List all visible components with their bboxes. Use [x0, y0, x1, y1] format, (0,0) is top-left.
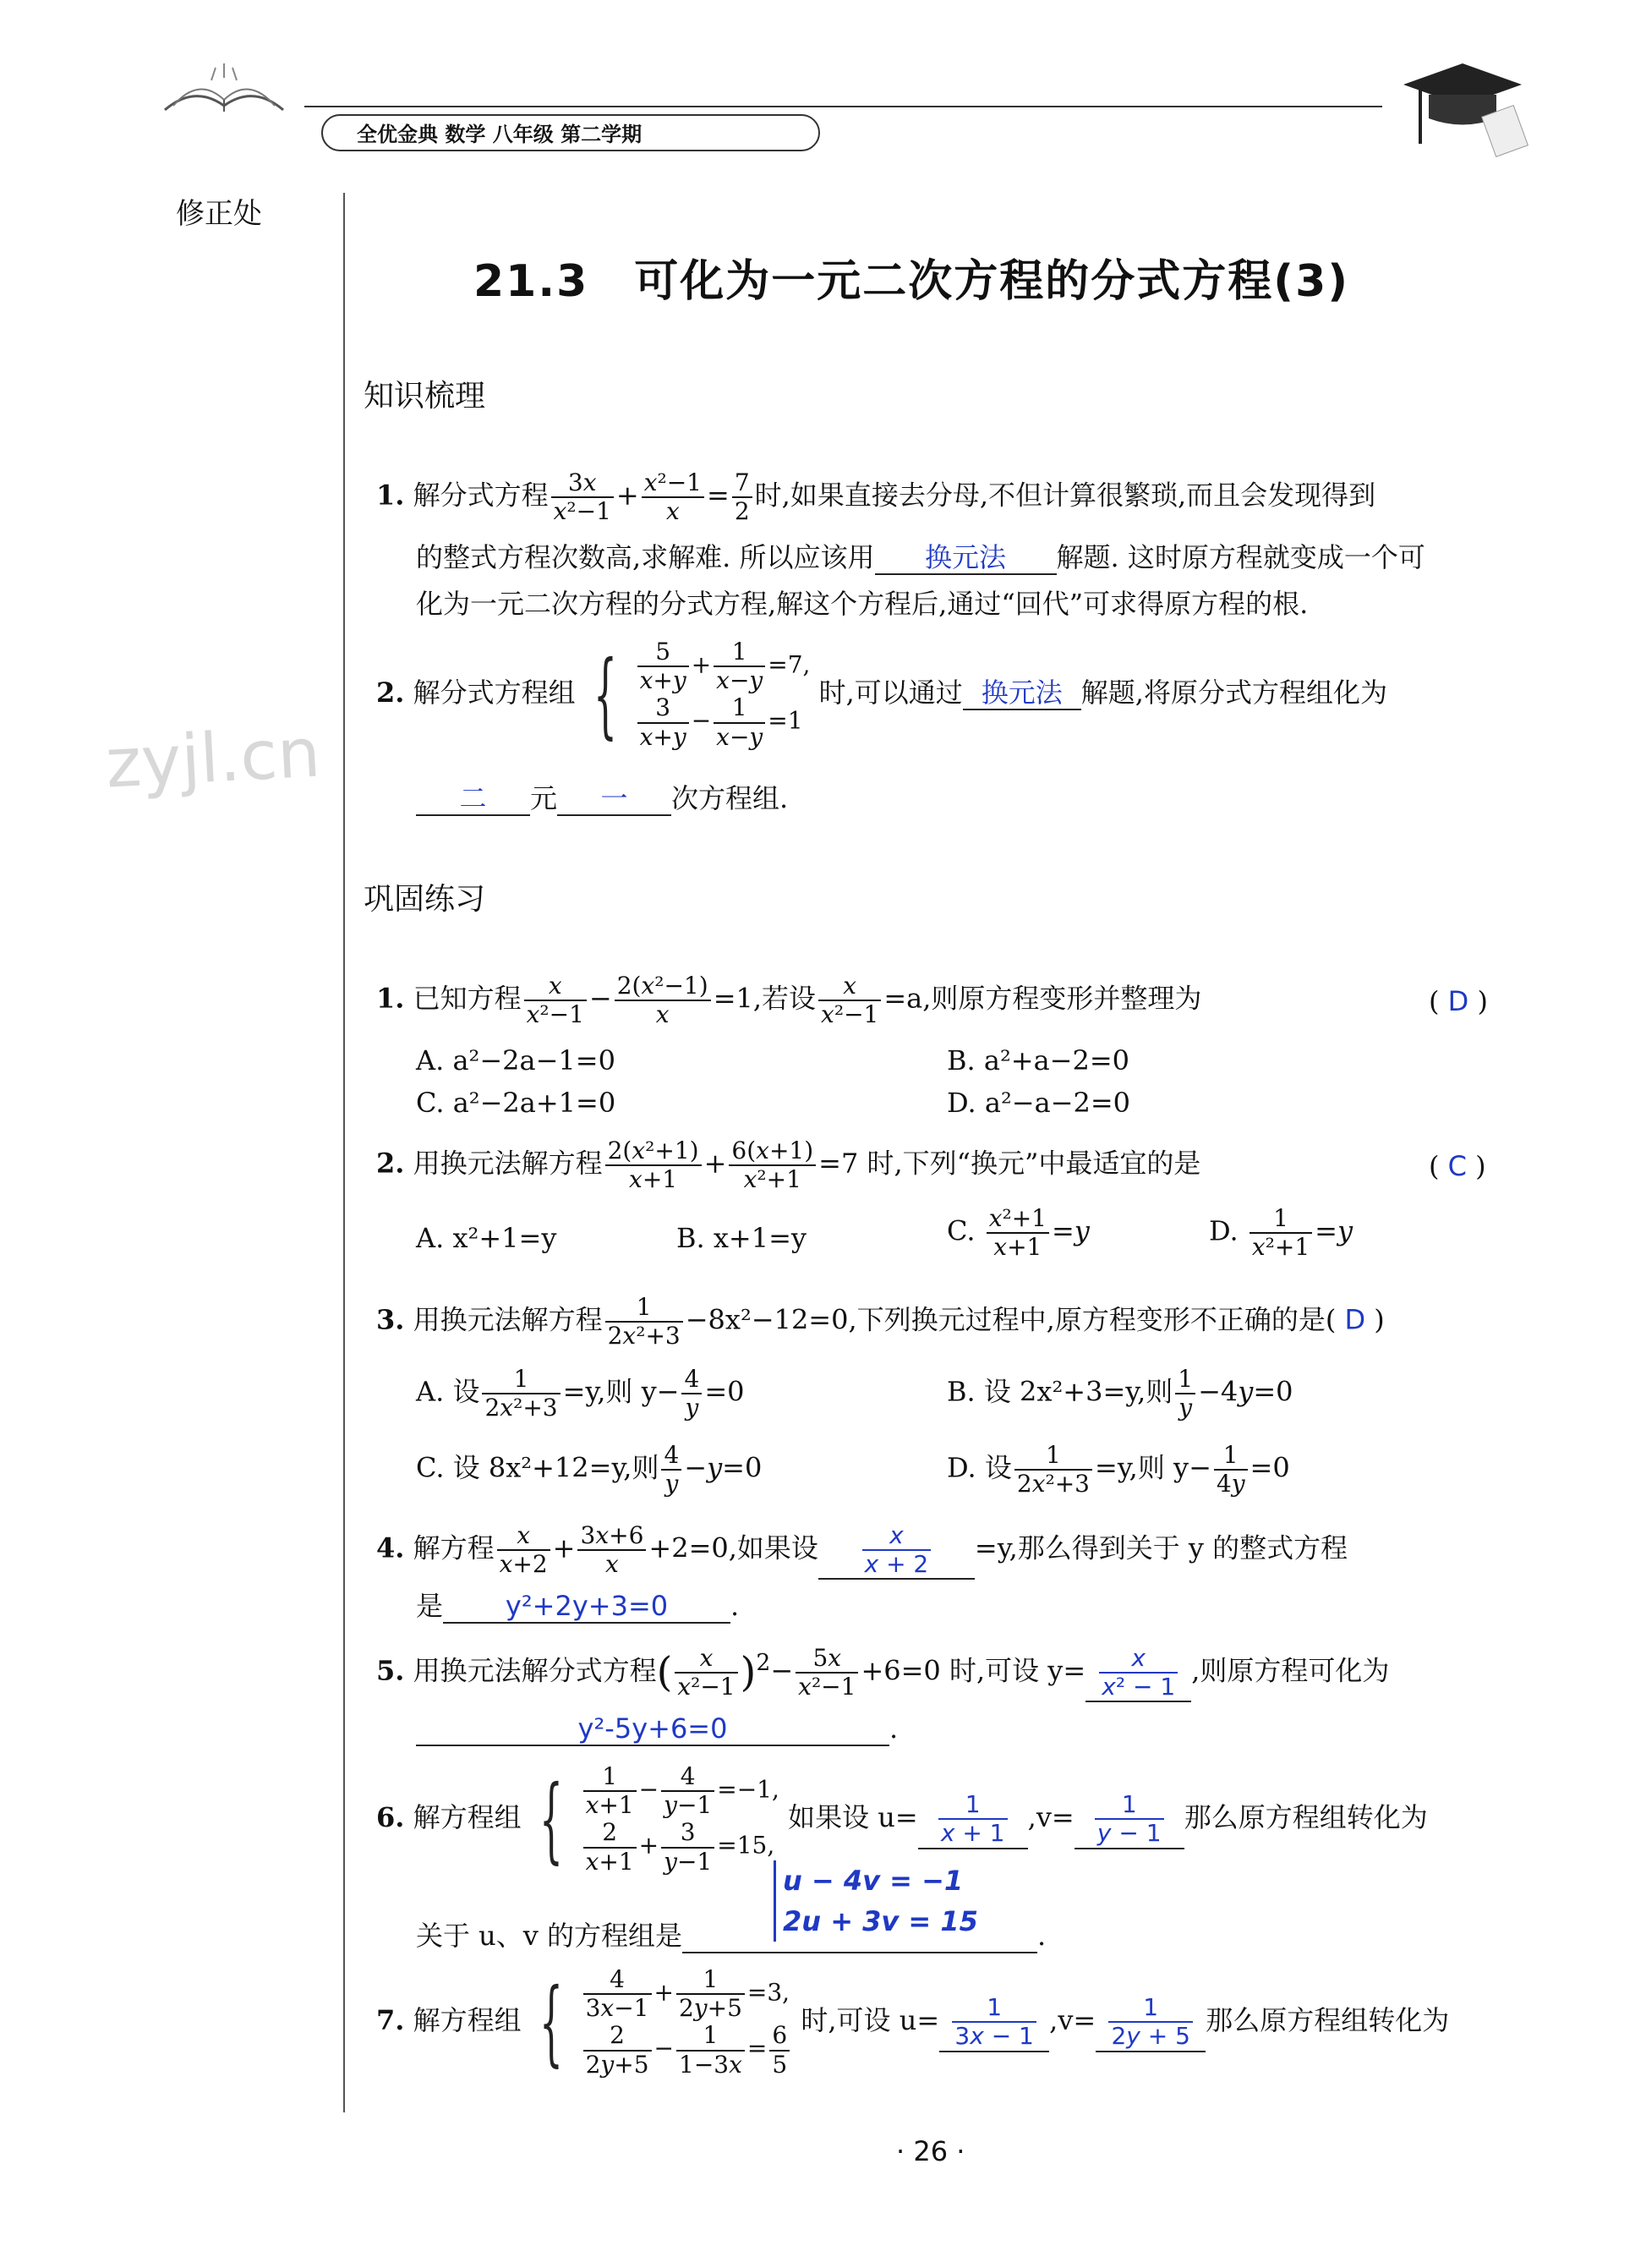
- practice-q6-line2: 关于 u、v 的方程组是 .: [416, 1920, 1046, 1953]
- knowledge-q1-line2: 的整式方程次数高,求解难. 所以应该用 换元法 解题. 这时原方程就变成一个可: [416, 541, 1425, 575]
- correction-label: 修正处: [176, 197, 262, 231]
- practice-q1: 1. 已知方程 $\frac{x}{\text{x²−1}}$ − $\frac{\text{2(x²−1)}}{x}$ =1,若设 $\frac{x}{\text{x²−1}}$ =a,则原方程变形并整理为: [376, 972, 1202, 1029]
- graduation-cap-icon: [1395, 51, 1530, 161]
- practice-q4: 4. 解方程 $\frac{x}{x+2}$ + $\frac{3x+6}{x}$ +2=0,如果设 $\frac{x}{x + 2}$ =y,那么得到关于 y 的整式方程: [376, 1522, 1348, 1580]
- practice-q2: 2. 用换元法解方程 $\frac{\text{2(x²+1)}}{x+1}$ + $\frac{6(x+1)}{\text{x²+1}}$ =7 时,下列“换元”中最适宜的是: [376, 1137, 1201, 1194]
- margin-divider: [343, 193, 345, 2112]
- practice-q1-answer: ( D ): [1429, 985, 1488, 1017]
- page-number: · 26 ·: [896, 2135, 965, 2167]
- book-header: 全优金典 数学 八年级 第二学期: [321, 114, 820, 151]
- q2-option-a: A. x²+1=y: [416, 1222, 557, 1254]
- q1-option-d: D. a²−a−2=0: [947, 1087, 1130, 1119]
- practice-q2-answer: ( C ): [1429, 1150, 1486, 1182]
- practice-q5: 5. 用换元法解分式方程( $\frac{x}{\text{x²−1}}$ )$^2$− $\frac{5x}{\text{x²−1}}$ +6=0 时,可设 y= $\frac{x}{\text{x² − 1}}$ ,则原方程可化为: [376, 1645, 1389, 1702]
- q3-option-c: C. 设 8x²+12=y,则 $\frac{4}{y}$ −y=0: [416, 1441, 763, 1498]
- knowledge-q2-line2: 二 元 一 次方程组.: [416, 782, 788, 816]
- practice-q5-line2: y²-5y+6=0 .: [416, 1712, 898, 1746]
- knowledge-q1-line3: 化为一元二次方程的分式方程,解这个方程后,通过“回代”可求得原方程的根.: [416, 588, 1309, 620]
- section-knowledge: 知识梳理: [364, 379, 486, 414]
- q1-option-c: C. a²−2a+1=0: [416, 1087, 616, 1119]
- q1-option-a: A. a²−2a−1=0: [416, 1044, 615, 1076]
- knowledge-q1-line1: 1. 解分式方程 $\frac{3x}{\text{x²−1}}$ + $\frac{\text{x²−1}}{x}$ = $\frac{7}{2}$ 时,如果直接去分母,不但计算很繁琐,而且会发现得到: [376, 468, 1376, 526]
- q3-option-b: B. 设 2x²+3=y,则 $\frac{1}{y}$ −4y=0: [947, 1365, 1293, 1422]
- section-practice: 巩固练习: [364, 882, 486, 917]
- q3-option-a: A. 设 $\frac{1}{\text{2x²+3}}$ =y,则 y− $\frac{4}{y}$ =0: [416, 1365, 745, 1422]
- book-icon: [161, 59, 287, 118]
- q2-option-d: D. $\frac{1}{\text{x²+1}}$ =y: [1209, 1204, 1353, 1262]
- practice-q7: 7. 解方程组 { $\frac{4}{3x-1}$ + $\frac{1}{2y+5}$ =3, $\frac{2}{2y+5}$ − $\frac{1}{1-3x}$ = $\frac{6}{5}$ 时,可设 u= $\frac{1}{3x - 1}$ ,v= $\frac{1}{2y + 5}$ 那么原方程组转化为: [376, 1965, 1450, 2079]
- practice-q3: 3. 用换元法解方程 $\frac{1}{\text{2x²+3}}$ −8x²−12=0,下列换元过程中,原方程变形不正确的是( D ): [376, 1293, 1385, 1350]
- header-rule: [304, 106, 1382, 107]
- practice-q6: 6. 解方程组 { $\frac{1}{x+1}$ − $\frac{4}{y-1}$ =−1, $\frac{2}{x+1}$ + $\frac{3}{y-1}$ =15, 如果设 u= $\frac{1}{x + 1}$ ,v= $\frac{1}{y - 1}$ 那么原方程组转化为: [376, 1762, 1428, 1876]
- q1-option-b: B. a²+a−2=0: [947, 1044, 1129, 1076]
- practice-q4-line2: 是 y²+2y+3=0 .: [416, 1590, 739, 1624]
- q3-option-d: D. 设 $\frac{1}{\text{2x²+3}}$ =y,则 y− $\frac{1}{4y}$ =0: [947, 1441, 1290, 1498]
- watermark: zyjl.cn: [103, 713, 323, 803]
- answer-blank: 换元法: [875, 541, 1057, 575]
- page-title: 21.3 可化为一元二次方程的分式方程(3): [473, 256, 1350, 307]
- q2-option-b: B. x+1=y: [676, 1222, 807, 1254]
- q2-option-c: C. $\frac{\text{x²+1}}{x+1}$ =y: [947, 1204, 1090, 1262]
- practice-q6-answer: u − 4v = −1 2u + 3v = 15: [774, 1860, 978, 1942]
- knowledge-q2: 2. 解分式方程组 { $\frac{5}{x+y}$ + $\frac{1}{x-y}$ =7, $\frac{3}{x+y}$ − $\frac{1}{x-y}$ =1 时,可以通过 换元法 解题,将原分式方程组化为: [376, 638, 1387, 751]
